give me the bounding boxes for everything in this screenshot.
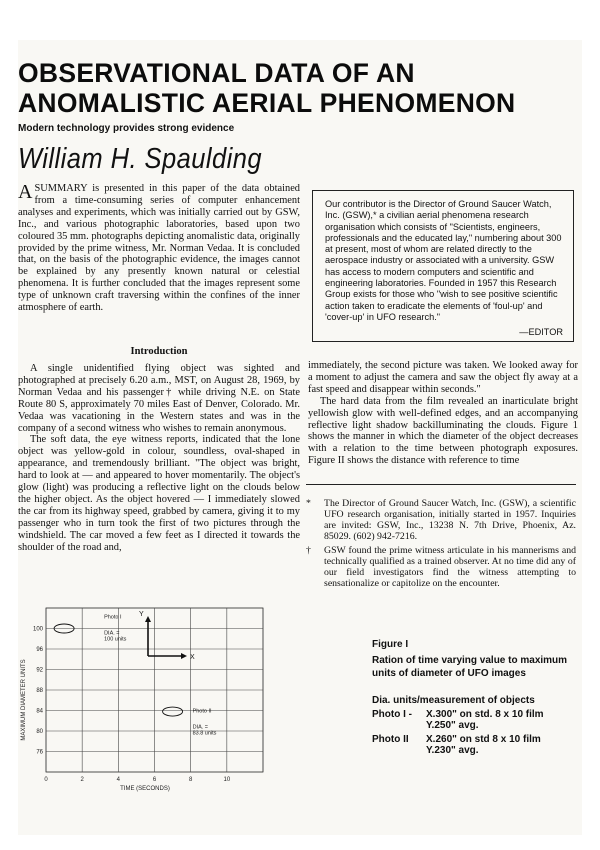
measurement-value: X.260" on std 8 x 10 film bbox=[426, 733, 541, 745]
y-tick-label: 92 bbox=[36, 667, 43, 674]
measurement-label: Photo II bbox=[372, 733, 409, 745]
point-note: 83.8 units bbox=[192, 730, 217, 737]
arrow-right-icon bbox=[181, 653, 187, 659]
right-paragraph: The hard data from the film revealed an inarticulate bright yellowish glow with well-defined edges, and an accompanying reflective light shadow backilluminating the clouds. Figure 1 shows the manner in which the diameter of the object decreases with a relation to the time between photograph exposures. Figure II shows the distance with reference to time bbox=[308, 395, 578, 467]
point-note: 100 units bbox=[104, 636, 127, 643]
measurement-row bbox=[372, 734, 544, 757]
author-name: William H. Spaulding bbox=[18, 143, 263, 175]
right-paragraph: immediately, the second picture was taken. We looked away for a moment to adjust the camera and saw the object fly away at a fast speed and disappear within seconds." bbox=[308, 360, 578, 395]
y-tick-label: 96 bbox=[36, 647, 43, 653]
article-subtitle: Modern technology provides strong evidence bbox=[18, 123, 235, 134]
footnote-divider bbox=[306, 484, 576, 485]
measurement-block bbox=[372, 695, 544, 757]
y-tick-label: 100 bbox=[32, 626, 43, 633]
editor-note-text: Our contributor is the Director of Ground Saucer Watch, Inc. (GSW),* a civilian aerial phenomena research organisation which consists of "Scientists, engineers, professionals and the educated lay," numbering about 300 at present, most of whom are related directly to the aerospace industry or associated with a university. GSW has access to modern computers and scientific and engineering laboratories. Founded in 1957 this Research Group exists for those who "wish to see positive scientific action taken to eradicate the elements of 'foul-up' and 'cover-up' in UFO research." bbox=[325, 199, 562, 322]
x-tick-label: 10 bbox=[223, 777, 231, 783]
measurement-label: Photo I - bbox=[372, 708, 412, 720]
figure-caption bbox=[372, 638, 582, 680]
figure-caption-text: Ration of time varying value to maximum units of diameter of UFO images bbox=[372, 655, 568, 679]
introduction-body bbox=[18, 363, 300, 554]
point-label: Photo II bbox=[192, 708, 212, 715]
measurement-heading: Dia. units/measurement of objects bbox=[372, 695, 535, 706]
footnote-mark: † bbox=[306, 545, 311, 556]
x-axis-label: TIME (SECONDS) bbox=[120, 786, 170, 792]
editor-signature: —EDITOR bbox=[519, 327, 563, 338]
figure-label: Figure I bbox=[372, 639, 409, 650]
footnote-2 bbox=[306, 545, 576, 589]
summary-text: SUMMARY is presented in this paper of the data obtained from a time-consuming series of computer enhancement analyses and experiments, which was initially carried out by GSW, Inc., and various photographic laboratories, based upon two coloured 35 mm. photographs depicting anomalistic data, originally provided by the prime witness, Mr. Norman Vedaa. It is concluded that, on the basis of the photographic evidence, the images cannot be explained by any presently known natural or celestial phenomena. It is further concluded that the images represent some type of unknown craft traversing within the confines of the inner atmosphere of earth. bbox=[18, 183, 300, 314]
y-tick-label: 88 bbox=[36, 688, 43, 694]
axis-key-y-label: Y bbox=[139, 611, 144, 618]
measurement-row bbox=[372, 709, 544, 732]
article-title bbox=[18, 58, 578, 118]
y-axis-label: MAXIMUM DIAMETER UNITS bbox=[21, 659, 27, 741]
y-tick-label: 84 bbox=[36, 708, 43, 715]
summary-paragraph bbox=[18, 183, 300, 314]
right-column-body bbox=[308, 360, 578, 467]
point-note: DIA. = bbox=[104, 630, 120, 637]
y-tick-label: 76 bbox=[36, 749, 43, 756]
ufo-image-ellipse bbox=[163, 707, 183, 716]
chart-points bbox=[54, 615, 217, 737]
footnote-text: GSW found the prime witness articulate in his mannerisms and technically qualified as a trained observer. At no time did any of our field investigators find the witness attempting to sensationalize or capitolize on the encounter. bbox=[324, 545, 576, 589]
drop-cap: A bbox=[18, 181, 33, 203]
title-line-1: OBSERVATIONAL DATA OF AN bbox=[18, 58, 415, 88]
chart-grid bbox=[46, 608, 263, 772]
intro-paragraph: A single unidentified flying object was sighted and photographed at precisely 6.20 a.m., MST, on August 28, 1969, by Norman Vedaa and his passenger† while driving N.E. on State Route 80 S, approximately 70 miles East of Denver, Colorado. Mr. Vedaa was vacationing in the Western states and was in the company of a second witness who wishes to remain anonymous. bbox=[18, 363, 300, 434]
x-tick-label: 4 bbox=[116, 777, 121, 783]
arrow-up-icon bbox=[145, 616, 151, 622]
title-line-2: ANOMALISTIC AERIAL PHENOMENON bbox=[18, 88, 516, 118]
figure-1-chart bbox=[18, 600, 268, 800]
point-note: DIA. = bbox=[192, 724, 209, 731]
footnote-text: The Director of Ground Saucer Watch, Inc. (GSW), a scientific UFO research organisation, initially started in 1957. Inquiries are invited: GSW, Inc., 13238 N. 7th Drive, Phoenix, Az. 85029. (602) 942-7216. bbox=[324, 498, 576, 542]
measurement-value: Y.230" avg. bbox=[426, 745, 479, 756]
section-heading-introduction: Introduction bbox=[130, 346, 188, 357]
axis-key bbox=[139, 611, 195, 661]
measurement-value: X.300" on std. 8 x 10 film bbox=[426, 708, 544, 720]
measurement-value: Y.250" avg. bbox=[426, 720, 479, 731]
x-tick-label: 0 bbox=[44, 777, 48, 783]
axis-key-x-label: X bbox=[190, 654, 195, 661]
chart-ticks bbox=[33, 627, 231, 784]
intro-paragraph: The soft data, the eye witness reports, indicated that the lone object was yellow-gold in colour, soundless, oval-shaped in appearance, and tremendously brilliant. "The object was bright, hard to look at — and appeared to hover momentarily. The object's glow (light) was producing a reflective light on the clouds below the higher object. As the object hovered — I immediately slowed the car from its highway speed, grabbed by camera, giving it to my passenger who in turn took the first of two pictures through the windshield. The car moved a few feet as I directed it towards the shoulder of the road and, bbox=[18, 434, 300, 553]
footnote-mark: * bbox=[306, 498, 311, 509]
x-tick-label: 8 bbox=[188, 777, 193, 783]
y-tick-label: 80 bbox=[36, 729, 43, 735]
point-label: Photo I bbox=[104, 614, 122, 621]
x-tick-label: 6 bbox=[152, 777, 157, 783]
x-tick-label: 2 bbox=[80, 777, 84, 783]
editor-note-box bbox=[312, 190, 574, 342]
footnote-1 bbox=[306, 498, 576, 542]
